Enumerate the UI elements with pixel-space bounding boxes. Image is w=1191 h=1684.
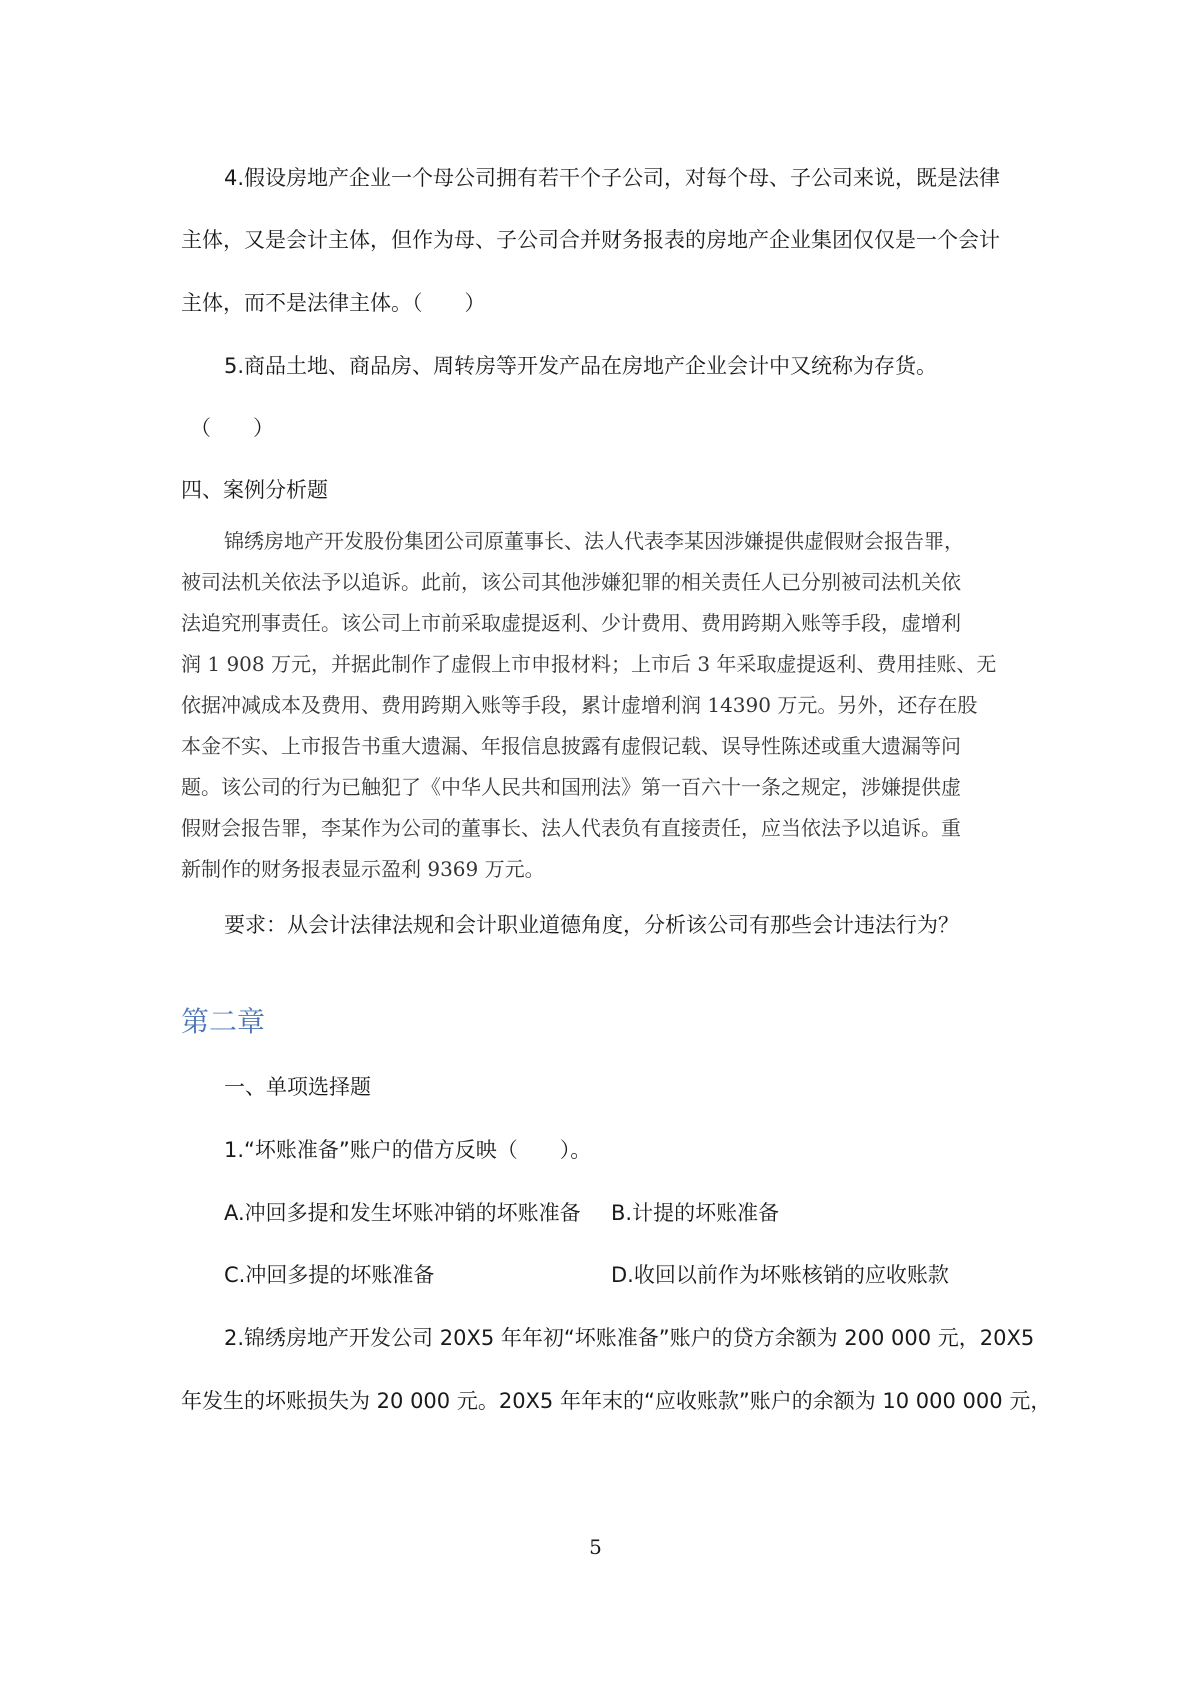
page-number: 5 (589, 1535, 602, 1559)
case-paragraph-line: 题。该公司的行为已触犯了《中华人民共和国刑法》第一百六十一条之规定，涉嫌提供虚 (181, 775, 961, 799)
judgment-q4-line1: 4.假设房地产企业一个母公司拥有若干个子公司，对每个母、子公司来说，既是法律 (224, 166, 1001, 190)
judgment-q4-line3: 主体，而不是法律主体。（ ） (181, 291, 486, 315)
case-paragraph-line: 锦绣房地产开发股份集团公司原董事长、法人代表李某因涉嫌提供虚假财会报告罪， (224, 529, 964, 553)
mcq-q2-line2: 年发生的坏账损失为 20 000 元。20X5 年年末的“应收账款”账户的余额为 10 000 000 元， (181, 1389, 1052, 1413)
mcq-q1-option-d: D.收回以前作为坏账核销的应收账款 (611, 1263, 949, 1287)
mcq-q1-option-a: A.冲回多提和发生坏账冲销的坏账准备 (224, 1201, 581, 1225)
judgment-q5-line2: （ ） (190, 416, 274, 440)
mcq-q2-line1: 2.锦绣房地产开发公司 20X5 年年初“坏账准备”账户的贷方余额为 200 000 元，20X5 (224, 1326, 1035, 1350)
section-heading-single-choice: 一、单项选择题 (224, 1075, 371, 1099)
mcq-q1-option-c: C.冲回多提的坏账准备 (224, 1263, 435, 1287)
judgment-q5-line1: 5.商品土地、商品房、周转房等开发产品在房地产企业会计中又统称为存货。 (224, 354, 938, 378)
chapter-title: 第二章 (181, 1005, 266, 1038)
case-section-heading: 四、案例分析题 (181, 478, 328, 502)
mcq-q1-option-b: B.计提的坏账准备 (611, 1201, 780, 1225)
case-requirement: 要求：从会计法律法规和会计职业道德角度，分析该公司有那些会计违法行为？ (224, 913, 959, 937)
case-paragraph-line: 润 1 908 万元，并据此制作了虚假上市申报材料；上市后 3 年采取虚提返利、费用挂账、无 (181, 652, 997, 676)
case-paragraph-line: 新制作的财务报表显示盈利 9369 万元。 (181, 857, 545, 881)
case-paragraph-line: 假财会报告罪，李某作为公司的董事长、法人代表负有直接责任，应当依法予以追诉。重 (181, 816, 961, 840)
judgment-q4-line2: 主体，又是会计主体，但作为母、子公司合并财务报表的房地产企业集团仅仅是一个会计 (181, 228, 1000, 252)
case-paragraph-line: 依据冲减成本及费用、费用跨期入账等手段，累计虚增利润 14390 万元。另外，还存在股 (181, 693, 978, 717)
case-paragraph-line: 法追究刑事责任。该公司上市前采取虚提返利、少计费用、费用跨期入账等手段，虚增利 (181, 611, 961, 635)
mcq-q1-stem: 1.“坏账准备”账户的借方反映（ ）。 (224, 1138, 592, 1162)
case-paragraph-line: 被司法机关依法予以追诉。此前，该公司其他涉嫌犯罪的相关责任人已分别被司法机关依 (181, 570, 961, 594)
case-paragraph-line: 本金不实、上市报告书重大遗漏、年报信息披露有虚假记载、误导性陈述或重大遗漏等问 (181, 734, 961, 758)
